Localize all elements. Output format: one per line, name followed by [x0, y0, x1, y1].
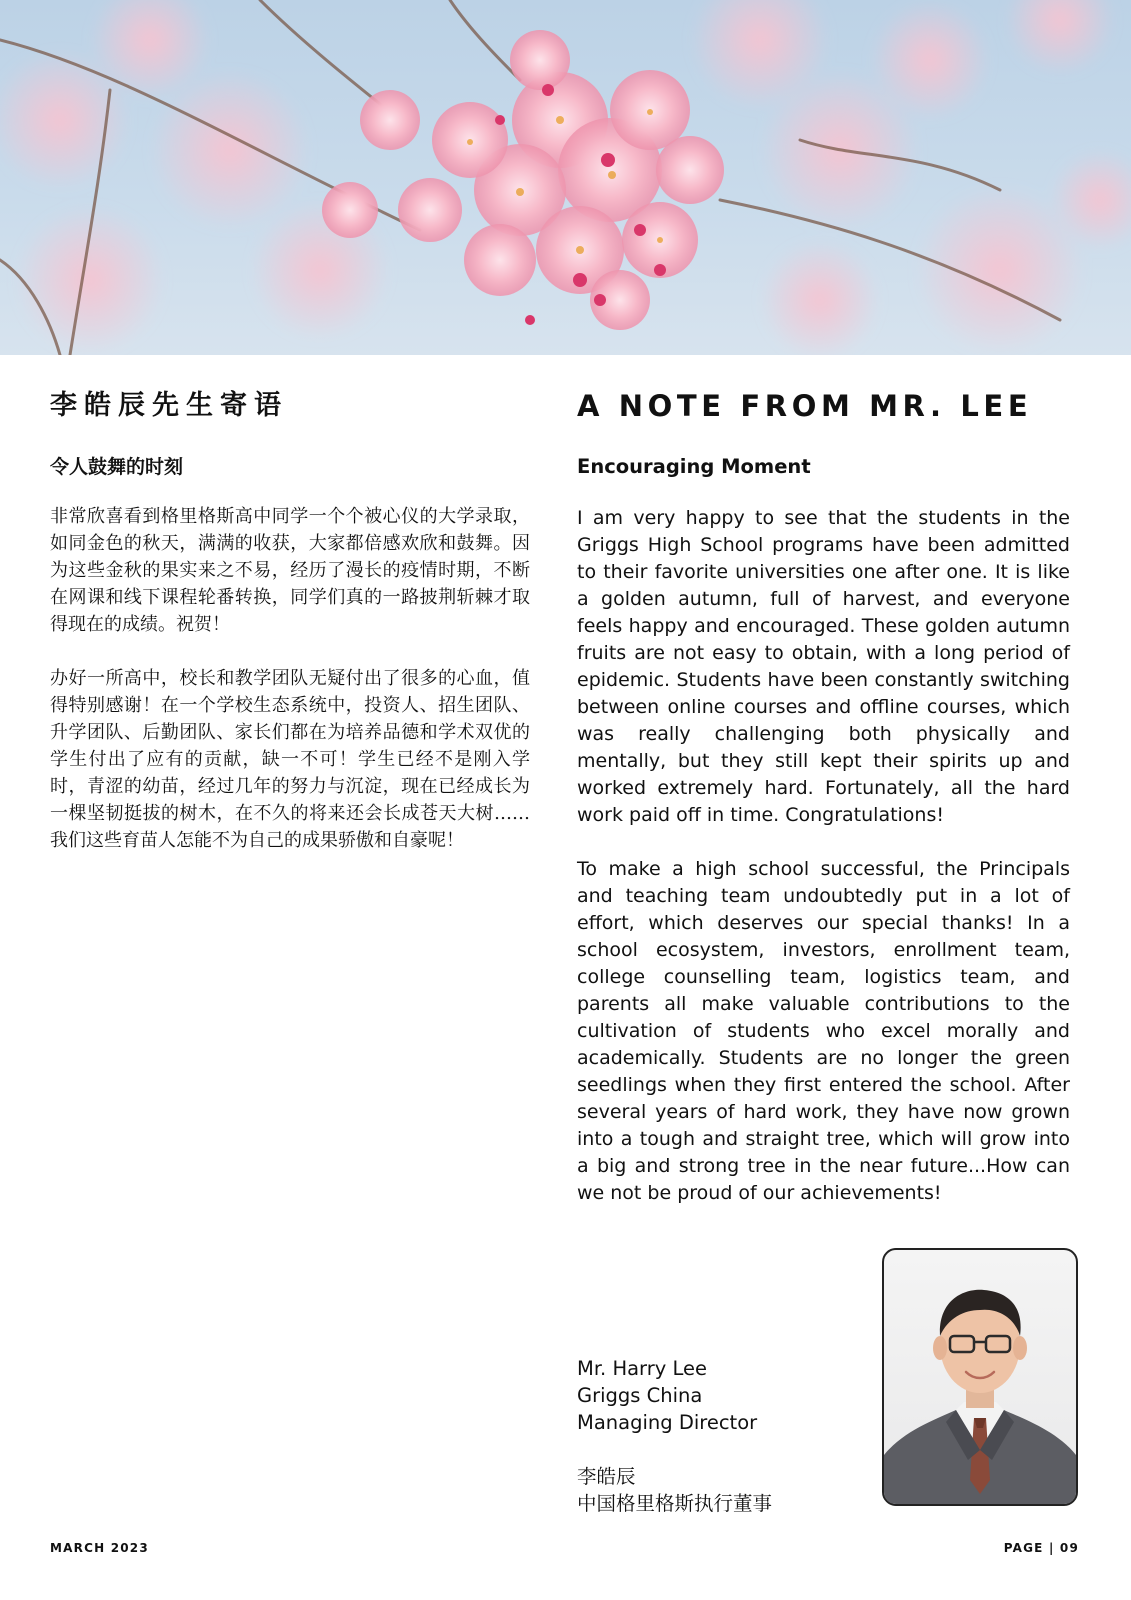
english-paragraph: I am very happy to see that the students in the Griggs High School programs have been admitted to their favorite universities one after one. It is like a golden autumn, full of harvest, and everyone feels happy and encouraged. These golden autumn fruits are not easy to obtain, with a long period of epidemic. Students have been constantly switching between online courses and offline courses, which was really challenging both physically and mentally, but they still kept their spirits up and worked extremely hard. Fortunately, all the hard work paid off in time. Congratulations! [577, 507, 1070, 826]
hero-cherry-blossom-image [0, 0, 1131, 355]
signature-title: Managing Director [577, 1411, 758, 1434]
chinese-column [50, 385, 530, 851]
english-paragraph: To make a high school successful, the Principals and teaching team undoubtedly put in a lot of effort, which deserves our special thanks! In a school ecosystem, investors, enrollment team, college counselling team, logistics team, and parents all make valuable contributions to the cultivation of students who excel morally and academically. Students are no longer the green seedlings when they first entered the school. After several years of hard work, they have now grown into a tough and straight tree, which will grow into a big and strong tree in the near future...How can we not be proud of our achievements! [577, 858, 1070, 1204]
chinese-paragraph: 非常欣喜看到格里格斯高中同学一个个被心仪的大学录取，如同金色的秋天，满满的收获，大家都倍感欢欣和鼓舞。因为这些金秋的果实来之不易，经历了漫长的疫情时期，不断在网课和线下课程轮番转换，同学们真的一路披荆斩棘才取得现在的成绩。祝贺！ [50, 506, 530, 635]
chinese-heading: 李皓辰先生寄语 [50, 390, 288, 421]
signature-organization: Griggs China [577, 1384, 703, 1407]
footer-date: MARCH 2023 [50, 1541, 149, 1555]
signature-spacer [577, 1436, 857, 1463]
signature-name: Mr. Harry Lee [577, 1357, 708, 1380]
english-heading: A NOTE FROM MR. LEE [577, 389, 1033, 423]
portrait-photo [882, 1248, 1078, 1506]
english-column [577, 385, 1070, 1204]
chinese-body [50, 503, 530, 881]
signature-name-chinese: 李皓辰 [577, 1465, 636, 1488]
chinese-paragraph: 办好一所高中，校长和教学团队无疑付出了很多的心血，值得特别感谢！在一个学校生态系统中，投资人、招生团队、升学团队、后勤团队、家长们都在为培养品德和学术双优的学生付出了应有的贡献，缺一不可！学生已经不是刚入学时，青涩的幼苗，经过几年的努力与沉淀，现在已经成长为一棵坚韧挺拔的树木，在不久的将来还会长成苍天大树……我们这些育苗人怎能不为自己的成果骄傲和自豪呢！ [50, 668, 530, 851]
english-body [577, 505, 1070, 1234]
footer-page-number: PAGE | 09 [1003, 1541, 1079, 1555]
signature-block [577, 1355, 857, 1517]
english-subheading: Encouraging Moment [577, 455, 811, 478]
signature-title-chinese: 中国格里格斯执行董事 [577, 1492, 773, 1515]
chinese-subheading: 令人鼓舞的时刻 [50, 456, 184, 478]
